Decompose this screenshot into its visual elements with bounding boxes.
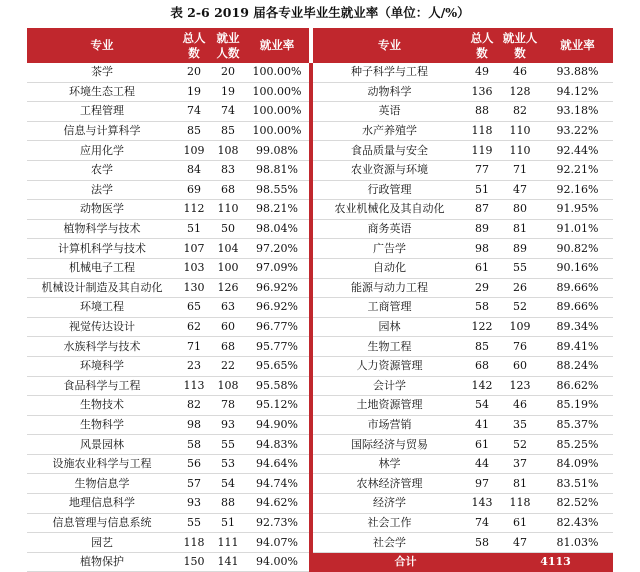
total-cell: 51 (177, 219, 211, 239)
rate-cell: 95.12% (245, 396, 309, 416)
employed-cell: 110 (498, 141, 542, 161)
employed-cell: 126 (211, 278, 245, 298)
total-cell: 130 (177, 278, 211, 298)
header-total-left: 总人数 (177, 28, 211, 63)
total-cell: 58 (466, 298, 498, 318)
employed-cell: 82 (498, 102, 542, 122)
employed-cell: 74 (211, 102, 245, 122)
table-row (27, 200, 613, 220)
table-row (27, 376, 613, 396)
rate-cell: 89.41% (542, 337, 613, 357)
header-employed-right: 就业人数 (498, 28, 542, 63)
total-cell: 61 (466, 435, 498, 455)
major-cell: 计算机科学与技术 (27, 239, 177, 259)
employed-cell: 141 (211, 552, 245, 572)
total-cell: 107 (177, 239, 211, 259)
employed-cell: 37 (498, 454, 542, 474)
employed-cell: 52 (498, 435, 542, 455)
major-cell: 动物科学 (313, 82, 466, 102)
employed-cell: 55 (211, 435, 245, 455)
table-body (27, 63, 613, 572)
rate-cell: 89.34% (542, 317, 613, 337)
table-row (27, 82, 613, 102)
rate-cell: 92.16% (542, 180, 613, 200)
total-cell: 56 (177, 454, 211, 474)
table-row (27, 513, 613, 533)
major-cell: 经济学 (313, 494, 466, 514)
rate-cell: 81.03% (542, 533, 613, 553)
table-row (27, 298, 613, 318)
rate-cell: 89.66% (542, 278, 613, 298)
total-cell: 112 (177, 200, 211, 220)
major-cell: 食品科学与工程 (27, 376, 177, 396)
total-label: 合计 (313, 552, 498, 572)
employed-cell: 35 (498, 415, 542, 435)
major-cell: 环境科学 (27, 356, 177, 376)
total-cell: 49 (466, 63, 498, 82)
table-row (27, 317, 613, 337)
total-cell: 54 (466, 396, 498, 416)
total-cell: 142 (466, 376, 498, 396)
rate-cell: 82.43% (542, 513, 613, 533)
employed-cell: 50 (211, 219, 245, 239)
employed-cell: 100 (211, 258, 245, 278)
rate-cell: 94.90% (245, 415, 309, 435)
employed-cell: 55 (498, 258, 542, 278)
employed-cell: 53 (211, 454, 245, 474)
rate-cell: 85.37% (542, 415, 613, 435)
employed-cell: 71 (498, 160, 542, 180)
total-cell: 150 (177, 552, 211, 572)
total-cell: 55 (177, 513, 211, 533)
table-row (27, 494, 613, 514)
major-cell: 风景园林 (27, 435, 177, 455)
rate-cell: 92.21% (542, 160, 613, 180)
major-cell: 社会工作 (313, 513, 466, 533)
rate-cell: 94.00% (245, 552, 309, 572)
employed-cell: 81 (498, 219, 542, 239)
total-cell: 84 (177, 160, 211, 180)
rate-cell: 89.66% (542, 298, 613, 318)
employed-cell: 61 (498, 513, 542, 533)
major-cell: 工商管理 (313, 298, 466, 318)
rate-cell: 85.19% (542, 396, 613, 416)
employed-cell: 108 (211, 141, 245, 161)
total-cell: 119 (466, 141, 498, 161)
table-row (27, 356, 613, 376)
total-cell: 122 (466, 317, 498, 337)
major-cell: 园林 (313, 317, 466, 337)
employed-cell: 108 (211, 376, 245, 396)
rate-cell: 98.55% (245, 180, 309, 200)
rate-cell: 90.16% (542, 258, 613, 278)
total-cell: 87 (466, 200, 498, 220)
major-cell: 生物工程 (313, 337, 466, 357)
table-title: 表 2-6 2019 届各专业毕业生就业率（单位：人/%） (170, 5, 470, 20)
major-cell: 农业资源与环境 (313, 160, 466, 180)
employed-cell: 52 (498, 298, 542, 318)
total-cell: 136 (466, 82, 498, 102)
rate-cell: 95.77% (245, 337, 309, 357)
rate-cell: 97.09% (245, 258, 309, 278)
header-major-left: 专业 (27, 28, 177, 63)
total-cell: 85 (177, 121, 211, 141)
table-row (27, 258, 613, 278)
total-cell: 65 (177, 298, 211, 318)
table-row (27, 160, 613, 180)
major-cell: 视觉传达设计 (27, 317, 177, 337)
table-row (27, 454, 613, 474)
employed-cell: 47 (498, 533, 542, 553)
header-rate-right: 就业率 (542, 28, 613, 63)
rate-cell: 96.77% (245, 317, 309, 337)
header-major-right: 专业 (313, 28, 466, 63)
table-row (27, 337, 613, 357)
major-cell: 动物医学 (27, 200, 177, 220)
major-cell: 水族科学与技术 (27, 337, 177, 357)
rate-cell: 94.64% (245, 454, 309, 474)
rate-cell: 100.00% (245, 121, 309, 141)
table-row (27, 180, 613, 200)
total-cell: 82 (177, 396, 211, 416)
table-row (27, 141, 613, 161)
employed-cell: 26 (498, 278, 542, 298)
major-cell: 能源与动力工程 (313, 278, 466, 298)
total-cell: 85 (466, 337, 498, 357)
employed-cell: 110 (498, 121, 542, 141)
major-cell: 会计学 (313, 376, 466, 396)
rate-cell: 97.20% (245, 239, 309, 259)
total-value: 4113 (498, 552, 613, 572)
employment-rate-table (27, 28, 613, 572)
major-cell: 广告学 (313, 239, 466, 259)
table-row (27, 552, 613, 572)
total-cell: 62 (177, 317, 211, 337)
employed-cell: 78 (211, 396, 245, 416)
total-cell: 69 (177, 180, 211, 200)
major-cell: 信息与计算科学 (27, 121, 177, 141)
major-cell: 林学 (313, 454, 466, 474)
rate-cell: 85.25% (542, 435, 613, 455)
major-cell: 水产养殖学 (313, 121, 466, 141)
rate-cell: 91.95% (542, 200, 613, 220)
major-cell: 生物技术 (27, 396, 177, 416)
employed-cell: 46 (498, 63, 542, 82)
table-row (27, 396, 613, 416)
major-cell: 地理信息科学 (27, 494, 177, 514)
employed-cell: 93 (211, 415, 245, 435)
total-cell: 68 (466, 356, 498, 376)
employed-cell: 104 (211, 239, 245, 259)
table-row (27, 474, 613, 494)
rate-cell: 95.65% (245, 356, 309, 376)
table-row (27, 63, 613, 82)
total-cell: 51 (466, 180, 498, 200)
major-cell: 英语 (313, 102, 466, 122)
rate-cell: 100.00% (245, 82, 309, 102)
employed-cell: 63 (211, 298, 245, 318)
employed-cell: 60 (211, 317, 245, 337)
header-row (27, 28, 613, 63)
major-cell: 市场营销 (313, 415, 466, 435)
total-cell: 74 (177, 102, 211, 122)
employed-cell: 83 (211, 160, 245, 180)
major-cell: 行政管理 (313, 180, 466, 200)
rate-cell: 84.09% (542, 454, 613, 474)
rate-cell: 100.00% (245, 102, 309, 122)
rate-cell: 94.74% (245, 474, 309, 494)
major-cell: 法学 (27, 180, 177, 200)
employed-cell: 47 (498, 180, 542, 200)
major-cell: 园艺 (27, 533, 177, 553)
total-cell: 88 (466, 102, 498, 122)
total-cell: 74 (466, 513, 498, 533)
major-cell: 种子科学与工程 (313, 63, 466, 82)
employed-cell: 123 (498, 376, 542, 396)
major-cell: 社会学 (313, 533, 466, 553)
header-rate-left: 就业率 (245, 28, 309, 63)
employed-cell: 68 (211, 180, 245, 200)
total-cell: 77 (466, 160, 498, 180)
major-cell: 农学 (27, 160, 177, 180)
employed-cell: 46 (498, 396, 542, 416)
employed-cell: 81 (498, 474, 542, 494)
employed-cell: 110 (211, 200, 245, 220)
rate-cell: 96.92% (245, 278, 309, 298)
table-row (27, 219, 613, 239)
employed-cell: 88 (211, 494, 245, 514)
employed-cell: 60 (498, 356, 542, 376)
major-cell: 信息管理与信息系统 (27, 513, 177, 533)
table-row (27, 121, 613, 141)
total-cell: 113 (177, 376, 211, 396)
rate-cell: 100.00% (245, 63, 309, 82)
rate-cell: 83.51% (542, 474, 613, 494)
total-cell: 97 (466, 474, 498, 494)
rate-cell: 95.58% (245, 376, 309, 396)
employed-cell: 54 (211, 474, 245, 494)
rate-cell: 94.62% (245, 494, 309, 514)
major-cell: 农业机械化及其自动化 (313, 200, 466, 220)
major-cell: 茶学 (27, 63, 177, 82)
total-cell: 19 (177, 82, 211, 102)
total-cell: 118 (177, 533, 211, 553)
rate-cell: 91.01% (542, 219, 613, 239)
major-cell: 应用化学 (27, 141, 177, 161)
total-cell: 93 (177, 494, 211, 514)
major-cell: 生物信息学 (27, 474, 177, 494)
total-cell: 23 (177, 356, 211, 376)
table-row (27, 435, 613, 455)
rate-cell: 93.18% (542, 102, 613, 122)
major-cell: 植物科学与技术 (27, 219, 177, 239)
total-cell: 20 (177, 63, 211, 82)
major-cell: 商务英语 (313, 219, 466, 239)
total-cell: 103 (177, 258, 211, 278)
employed-cell: 118 (498, 494, 542, 514)
table-row (27, 239, 613, 259)
table-row (27, 415, 613, 435)
total-cell: 58 (177, 435, 211, 455)
major-cell: 人力资源管理 (313, 356, 466, 376)
employed-cell: 20 (211, 63, 245, 82)
employed-cell: 85 (211, 121, 245, 141)
rate-cell: 94.12% (542, 82, 613, 102)
rate-cell: 86.62% (542, 376, 613, 396)
table-row (27, 102, 613, 122)
employed-cell: 68 (211, 337, 245, 357)
total-cell: 44 (466, 454, 498, 474)
total-cell: 41 (466, 415, 498, 435)
employed-cell: 109 (498, 317, 542, 337)
major-cell: 环境工程 (27, 298, 177, 318)
employed-cell: 76 (498, 337, 542, 357)
rate-cell: 90.82% (542, 239, 613, 259)
total-cell: 143 (466, 494, 498, 514)
employment-rate-table-container (27, 28, 613, 569)
major-cell: 国际经济与贸易 (313, 435, 466, 455)
major-cell: 设施农业科学与工程 (27, 454, 177, 474)
employed-cell: 19 (211, 82, 245, 102)
table-row (27, 278, 613, 298)
rate-cell: 94.83% (245, 435, 309, 455)
header-employed-left: 就业人数 (211, 28, 245, 63)
employed-cell: 89 (498, 239, 542, 259)
total-cell: 98 (466, 239, 498, 259)
major-cell: 机械设计制造及其自动化 (27, 278, 177, 298)
rate-cell: 96.92% (245, 298, 309, 318)
total-cell: 57 (177, 474, 211, 494)
major-cell: 生物科学 (27, 415, 177, 435)
employed-cell: 51 (211, 513, 245, 533)
rate-cell: 93.88% (542, 63, 613, 82)
total-cell: 109 (177, 141, 211, 161)
total-cell: 71 (177, 337, 211, 357)
total-cell: 61 (466, 258, 498, 278)
table-row (27, 533, 613, 553)
total-cell: 58 (466, 533, 498, 553)
major-cell: 工程管理 (27, 102, 177, 122)
total-cell: 98 (177, 415, 211, 435)
rate-cell: 82.52% (542, 494, 613, 514)
rate-cell: 98.81% (245, 160, 309, 180)
major-cell: 植物保护 (27, 552, 177, 572)
rate-cell: 99.08% (245, 141, 309, 161)
rate-cell: 98.21% (245, 200, 309, 220)
total-cell: 118 (466, 121, 498, 141)
major-cell: 机械电子工程 (27, 258, 177, 278)
rate-cell: 88.24% (542, 356, 613, 376)
rate-cell: 93.22% (542, 121, 613, 141)
rate-cell: 92.73% (245, 513, 309, 533)
employed-cell: 80 (498, 200, 542, 220)
employed-cell: 128 (498, 82, 542, 102)
employed-cell: 22 (211, 356, 245, 376)
major-cell: 环境生态工程 (27, 82, 177, 102)
total-cell: 29 (466, 278, 498, 298)
major-cell: 农林经济管理 (313, 474, 466, 494)
total-cell: 89 (466, 219, 498, 239)
rate-cell: 94.07% (245, 533, 309, 553)
employed-cell: 111 (211, 533, 245, 553)
major-cell: 自动化 (313, 258, 466, 278)
major-cell: 食品质量与安全 (313, 141, 466, 161)
rate-cell: 92.44% (542, 141, 613, 161)
rate-cell: 98.04% (245, 219, 309, 239)
major-cell: 土地资源管理 (313, 396, 466, 416)
header-total-right: 总人数 (466, 28, 498, 63)
